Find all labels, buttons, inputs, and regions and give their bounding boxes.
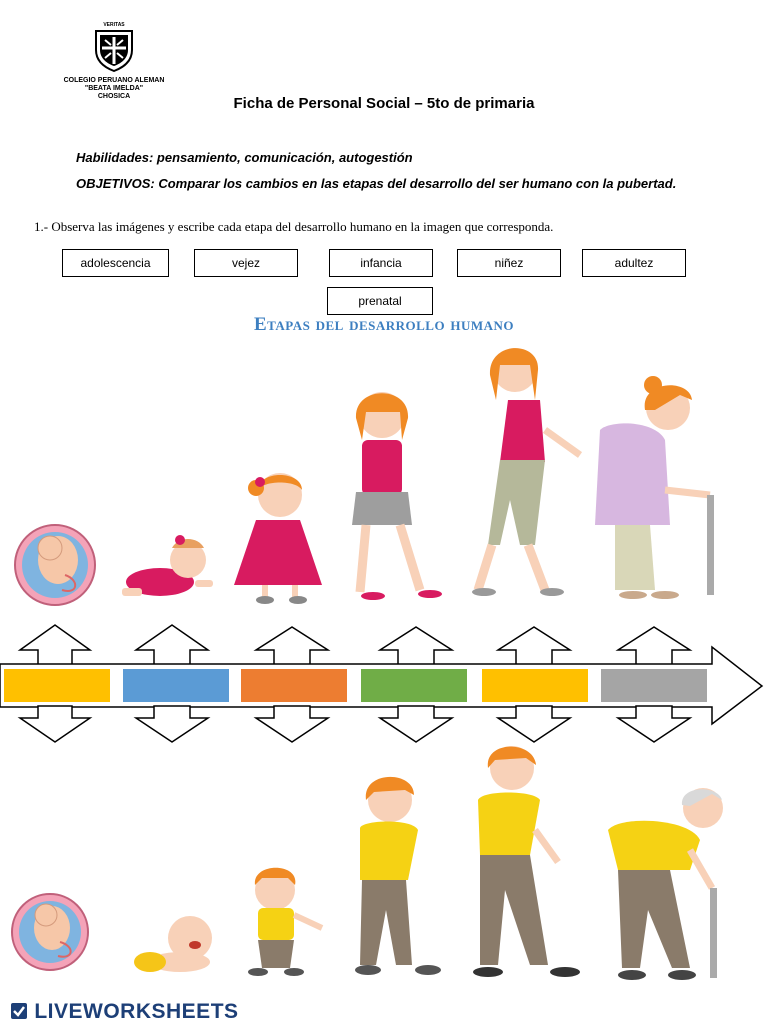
up-arrow-icon-3 bbox=[256, 627, 328, 666]
down-arrow-icon-4 bbox=[380, 706, 452, 742]
school-name: COLEGIO PERUANO ALEMAN bbox=[63, 77, 165, 84]
liveworksheets-icon bbox=[10, 1002, 28, 1020]
objective-line: OBJETIVOS: Comparar los cambios en las etapas del desarrollo del ser humano con la pubertad. bbox=[76, 176, 677, 191]
down-arrow-icon-1 bbox=[20, 706, 90, 742]
school-shield-icon bbox=[92, 28, 136, 72]
word-box-vejez[interactable]: vejez bbox=[194, 249, 298, 277]
male-child-icon bbox=[355, 777, 441, 975]
school-city: CHOSICA bbox=[97, 93, 131, 100]
up-arrow-icon-2 bbox=[136, 625, 208, 666]
female-adolescent-icon bbox=[472, 348, 580, 596]
liveworksheets-logo bbox=[10, 1000, 239, 1024]
skills-line: Habilidades: pensamiento, comunicación, autogestión bbox=[76, 150, 413, 165]
word-box-adolescencia[interactable]: adolescencia bbox=[62, 249, 169, 277]
male-toddler-icon bbox=[248, 868, 322, 976]
answer-box-1[interactable] bbox=[3, 668, 111, 703]
up-arrow-icon-6 bbox=[618, 627, 690, 666]
answer-box-6[interactable] bbox=[600, 668, 708, 703]
down-arrow-icon-3 bbox=[256, 706, 328, 742]
answer-box-5[interactable] bbox=[481, 668, 589, 703]
female-child-icon bbox=[352, 392, 442, 600]
down-arrow-icon-6 bbox=[618, 706, 690, 742]
word-box-ninez[interactable]: niñez bbox=[457, 249, 561, 277]
down-arrow-icon-2 bbox=[136, 706, 208, 742]
liveworksheets-text: LIVEWORKSHEETS bbox=[34, 1000, 239, 1023]
female-elder-icon bbox=[595, 376, 714, 599]
word-box-prenatal[interactable]: prenatal bbox=[327, 287, 433, 315]
male-adolescent-icon bbox=[473, 746, 580, 977]
down-arrow-icon-5 bbox=[498, 706, 570, 742]
school-name-2: "BEATA IMELDA" bbox=[84, 85, 144, 92]
worksheet-title: Ficha de Personal Social – 5to de primaria bbox=[233, 95, 535, 112]
male-baby-icon bbox=[134, 916, 212, 972]
word-box-infancia[interactable]: infancia bbox=[329, 249, 433, 277]
school-logo bbox=[52, 22, 176, 101]
up-arrow-icon-5 bbox=[498, 627, 570, 666]
development-illustration bbox=[0, 340, 768, 1000]
answer-box-4[interactable] bbox=[360, 668, 468, 703]
answer-box-2[interactable] bbox=[122, 668, 230, 703]
male-fetus-icon bbox=[12, 894, 88, 970]
word-box-adultez[interactable]: adultez bbox=[582, 249, 686, 277]
instruction-line: 1.- Observa las imágenes y escribe cada etapa del desarrollo humano en la imagen que corresponda. bbox=[34, 219, 554, 234]
female-toddler-icon bbox=[234, 473, 322, 604]
up-arrow-icon-4 bbox=[380, 627, 452, 666]
answer-box-3[interactable] bbox=[240, 668, 348, 703]
female-baby-crawling-icon bbox=[122, 535, 213, 596]
down-arrows bbox=[20, 706, 690, 742]
up-arrows bbox=[20, 625, 690, 666]
stages-heading: Etapas del desarrollo humano bbox=[253, 314, 515, 335]
school-motto: VERITAS bbox=[103, 22, 125, 28]
male-elder-icon bbox=[608, 788, 723, 980]
up-arrow-icon-1 bbox=[20, 625, 90, 666]
female-fetus-icon bbox=[15, 525, 95, 605]
